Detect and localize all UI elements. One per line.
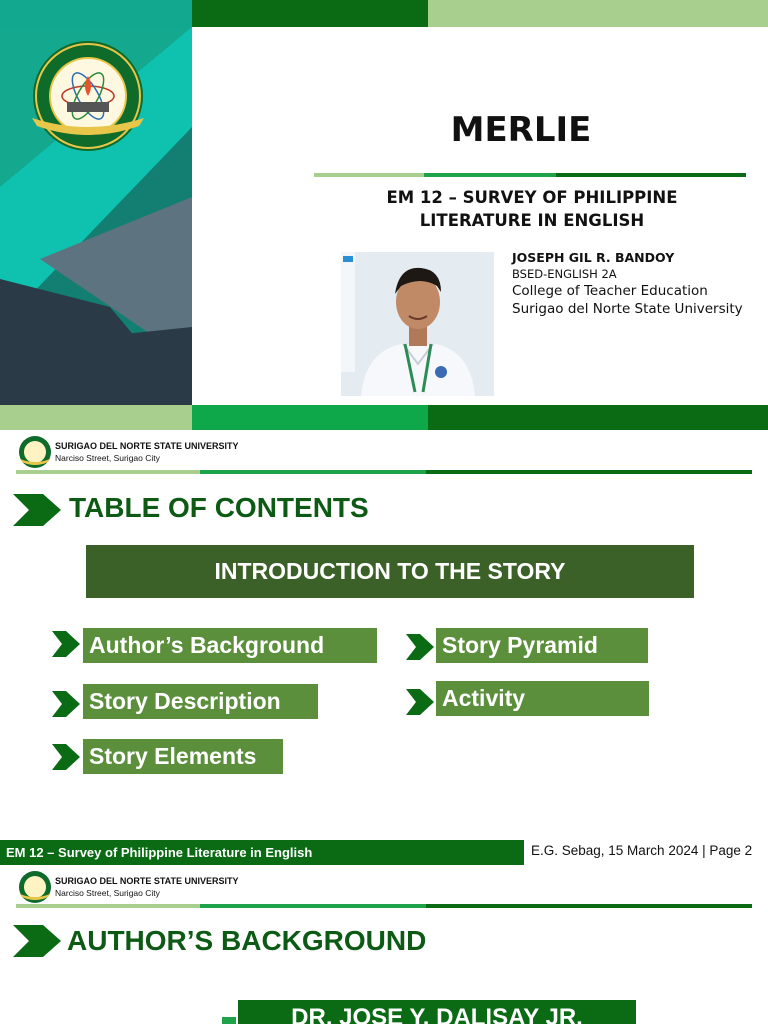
- chevron-right-icon: [52, 631, 80, 657]
- chevron-right-icon: [52, 744, 80, 770]
- menu-authors-background[interactable]: Author’s Background: [83, 628, 377, 663]
- header-logo-icon: [18, 870, 52, 904]
- menu-activity[interactable]: Activity: [436, 681, 649, 716]
- header-university-name: SURIGAO DEL NORTE STATE UNIVERSITY: [55, 876, 239, 886]
- chevron-right-icon: [52, 691, 80, 717]
- bottom-bar-light: [0, 405, 192, 430]
- author-program: BSED-ENGLISH 2A: [512, 267, 617, 281]
- section-arrow-icon: [13, 494, 61, 526]
- header-rule-mid: [200, 470, 426, 474]
- menu-story-pyramid[interactable]: Story Pyramid: [436, 628, 648, 663]
- author-name: JOSEPH GIL R. BANDOY: [512, 250, 675, 265]
- top-bar-light: [428, 0, 768, 27]
- author-background-slide: [0, 867, 768, 1024]
- top-bar-teal: [0, 0, 192, 27]
- course-title: [340, 186, 724, 232]
- menu-story-elements[interactable]: Story Elements: [83, 739, 283, 774]
- header-university-name: SURIGAO DEL NORTE STATE UNIVERSITY: [55, 441, 239, 451]
- cover-slide: [0, 0, 768, 430]
- title-rule-light: [314, 173, 424, 177]
- author-university: Surigao del Norte State University: [512, 301, 743, 317]
- footer-page-info: E.G. Sebag, 15 March 2024 | Page 2: [531, 843, 753, 858]
- header-rule-light: [16, 904, 200, 908]
- name-box-accent: [222, 1017, 236, 1024]
- author-college: College of Teacher Education: [512, 283, 708, 299]
- chevron-right-icon: [406, 689, 434, 715]
- intro-button[interactable]: INTRODUCTION TO THE STORY: [86, 545, 694, 598]
- course-line-2: LITERATURE IN ENGLISH: [419, 211, 645, 230]
- section-arrow-icon: [13, 925, 61, 957]
- chevron-right-icon: [406, 634, 434, 660]
- header-rule-dark: [426, 470, 752, 474]
- top-bar-green: [192, 0, 428, 27]
- story-title: MERLIE: [450, 110, 592, 150]
- university-logo: [27, 40, 149, 161]
- author-photo: [341, 252, 494, 396]
- header-rule-light: [16, 470, 200, 474]
- header-logo-icon: [18, 435, 52, 469]
- header-address: Narciso Street, Surigao City: [55, 453, 160, 463]
- contents-title: TABLE OF CONTENTS: [69, 492, 369, 523]
- header-rule-dark: [426, 904, 752, 908]
- author-name-banner: DR. JOSE Y. DALISAY JR.: [238, 1000, 636, 1024]
- bottom-bar-mid: [192, 405, 428, 430]
- bottom-bar-dark: [428, 405, 768, 430]
- menu-story-description[interactable]: Story Description: [83, 684, 318, 719]
- footer-course: EM 12 – Survey of Philippine Literature in English: [0, 840, 524, 865]
- title-rule-dark: [556, 173, 746, 177]
- course-line-1: EM 12 – SURVEY OF PHILIPPINE: [386, 188, 678, 207]
- university-header: [18, 870, 418, 904]
- title-rule-mid: [424, 173, 556, 177]
- university-header: [18, 435, 418, 469]
- contents-slide: [0, 430, 768, 867]
- header-rule-mid: [200, 904, 426, 908]
- author-info: [512, 249, 762, 318]
- author-background-title: AUTHOR’S BACKGROUND: [67, 925, 427, 956]
- header-address: Narciso Street, Surigao City: [55, 888, 160, 898]
